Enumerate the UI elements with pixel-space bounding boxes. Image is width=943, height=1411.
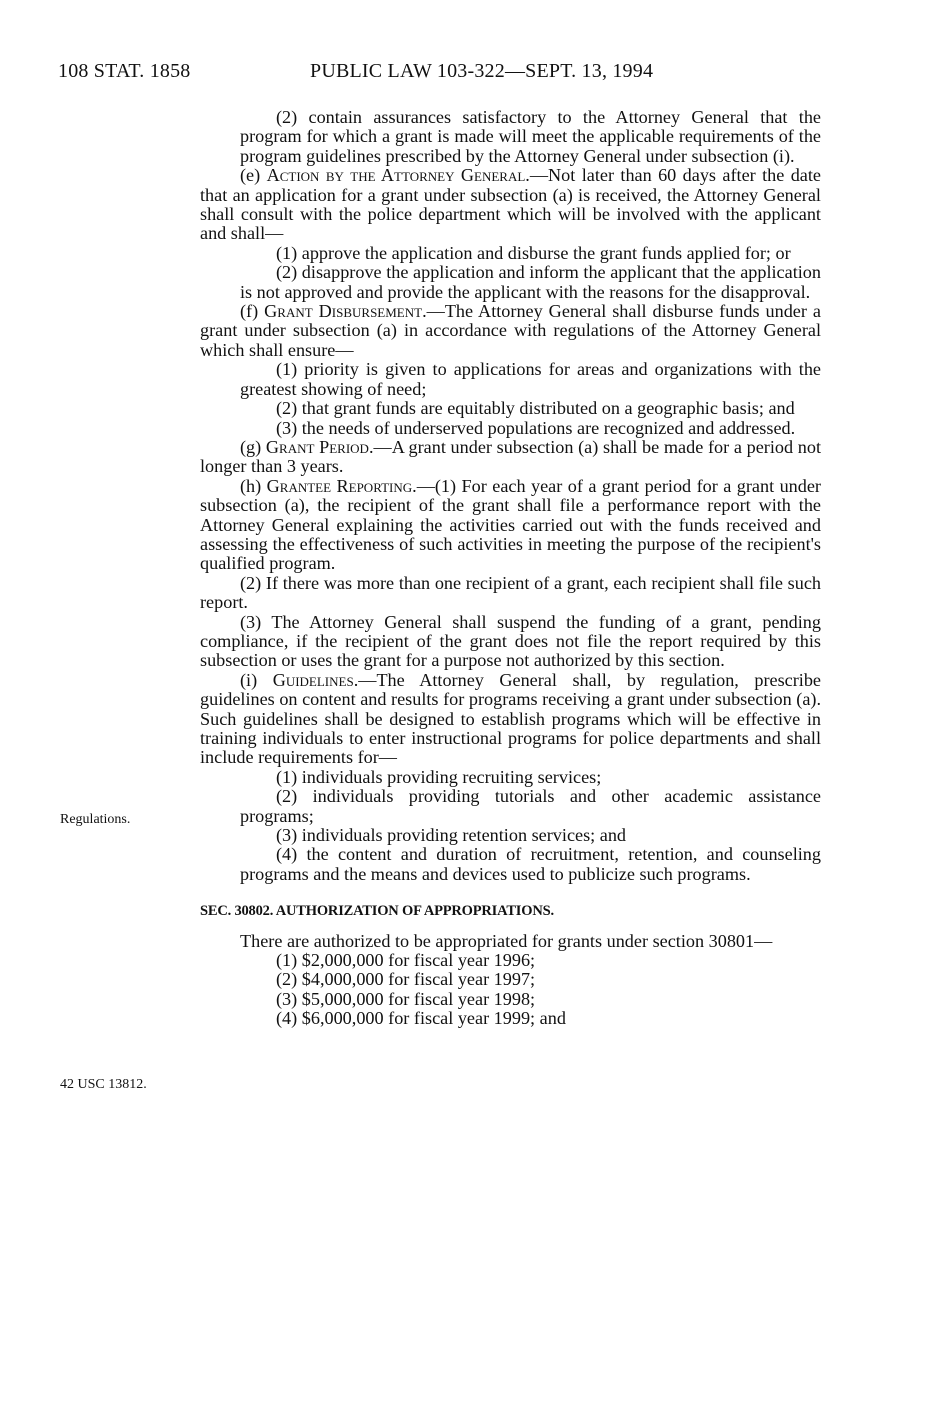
- paragraph-e1: (1) approve the application and disburse the grant funds applied for; or: [276, 242, 791, 263]
- appropriation-item-2: (2) $4,000,000 for fiscal year 1997;: [276, 969, 536, 990]
- subsection-h: [200, 477, 821, 574]
- subsection-g-text: —A grant under subsection (a) shall be made for a period not longer than 3 years.: [200, 436, 821, 477]
- appropriation-item-1: (1) $2,000,000 for fiscal year 1996;: [276, 950, 536, 971]
- paragraph-i1: (1) individuals providing recruiting services;: [276, 766, 602, 787]
- paragraph-f2: (2) that grant funds are equitably distributed on a geographic basis; and: [276, 398, 795, 419]
- paragraph-i3: (3) individuals providing retention services; and: [276, 825, 627, 846]
- appropriation-item-4: (4) $6,000,000 for fiscal year 1999; and: [276, 1008, 566, 1029]
- running-header: PUBLIC LAW 103-322—SEPT. 13, 1994: [310, 60, 654, 82]
- subsection-f-heading: Grant Disbursement.: [264, 301, 427, 322]
- subsection-e: [200, 166, 821, 244]
- paragraph-i4: (4) the content and duration of recruitment, retention, and counseling programs and the means and devices used to publicize such programs.: [240, 844, 821, 884]
- subsection-h-label: (h): [240, 475, 267, 496]
- paragraph-e2: (2) disapprove the application and inform the applicant that the application is not approved and provide the applicant with the reasons for the disapproval.: [240, 262, 821, 302]
- subsection-h-heading: Grantee Reporting.: [266, 475, 417, 496]
- paragraph-i2: (2) individuals providing tutorials and other academic assistance programs;: [240, 786, 821, 826]
- margin-note-regulations: Regulations.: [60, 812, 131, 827]
- subsection-g-heading: Grant Period.: [265, 436, 374, 457]
- subsection-g-label: (g): [240, 436, 266, 457]
- subsection-h-text: —(1) For each year of a grant period for a grant under subsection (a), the recipient of the grant shall file a performance report with the Attorney General explaining the activities carried out with the funds received and assessing the effectiveness of such activities in meeting the purpose of the recipient's qualified program.: [200, 475, 821, 574]
- body-text: [200, 108, 821, 1029]
- section-heading: SEC. 30802. AUTHORIZATION OF APPROPRIATIONS.: [200, 903, 554, 920]
- subsection-f-label: (f): [240, 301, 265, 322]
- subsection-i: [200, 671, 821, 768]
- subsection-e-text: —Not later than 60 days after the date that an application for a grant under subsection (a) is received, the Attorney General shall consult with the police department which will be involved with the applicant and shall—: [200, 165, 821, 244]
- subsection-f: [200, 302, 821, 360]
- subsection-i-text: —The Attorney General shall, by regulation, prescribe guidelines on content and results for programs receiving a grant under subsection (a). Such guidelines shall be designed to establish programs which will be effective in training individuals to enter instructional programs for police departments and shall include requirements for—: [200, 669, 821, 768]
- appropriation-item-3: (3) $5,000,000 for fiscal year 1998;: [276, 988, 536, 1009]
- subsection-i-heading: Guidelines.: [272, 669, 359, 690]
- paragraph-f3: (3) the needs of underserved populations are recognized and addressed.: [276, 417, 796, 438]
- subsection-e-label: (e): [240, 165, 267, 186]
- subsection-g: [200, 438, 821, 477]
- subsection-i-label: (i): [240, 669, 273, 690]
- paragraph-f1: (1) priority is given to applications for areas and organizations with the greatest showing of need;: [240, 359, 821, 399]
- paragraph-h3: (3) The Attorney General shall suspend the funding of a grant, pending compliance, if the recipient of the grant does not file the report required by this subsection or uses the grant for a purpose not authorized by this section.: [200, 611, 821, 671]
- stat-page-reference: 108 STAT. 1858: [58, 60, 191, 82]
- authorization-intro: There are authorized to be appropriated for grants under section 30801—: [240, 930, 773, 951]
- subsection-f-text: —The Attorney General shall disburse funds under a grant under subsection (a) in accordance with regulations of the Attorney General which shall ensure—: [200, 301, 821, 360]
- subsection-e-heading: Action by the Attorney General.: [266, 165, 530, 186]
- margin-note-usc: 42 USC 13812.: [60, 1077, 147, 1092]
- paragraph-d2: (2) contain assurances satisfactory to the Attorney General that the program for which a grant is made will meet the applicable requirements of the program guidelines prescribed by the Attorney General under subsection (i).: [240, 107, 821, 166]
- paragraph-h2: (2) If there was more than one recipient of a grant, each recipient shall file such report.: [200, 572, 821, 613]
